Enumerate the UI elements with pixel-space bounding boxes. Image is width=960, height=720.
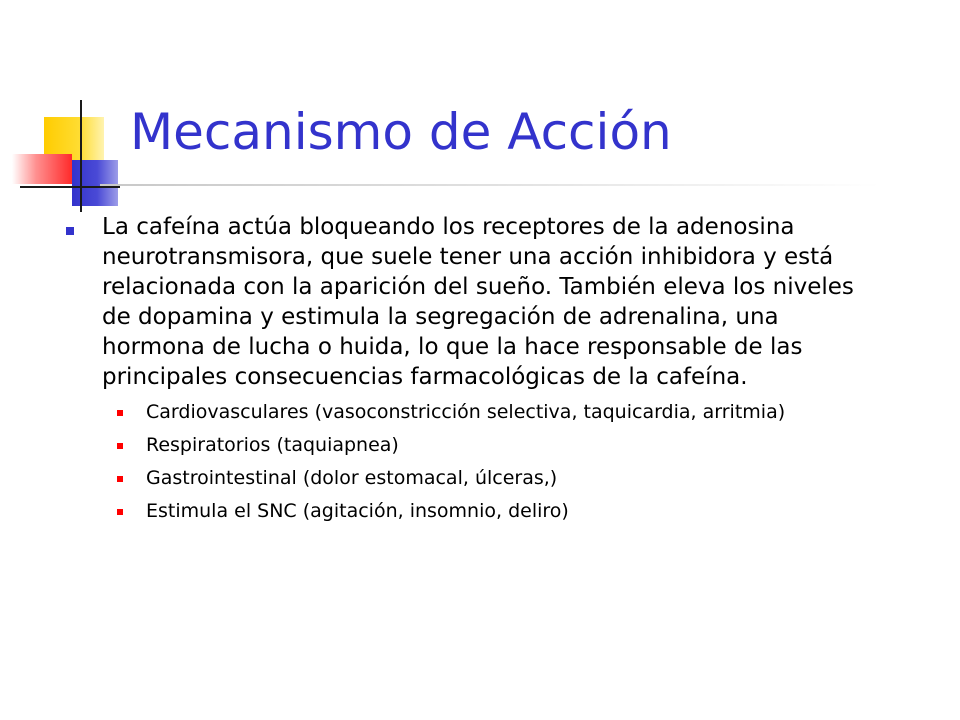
sub-bullet-list [64, 400, 864, 523]
red-square-bullet-icon [117, 476, 123, 482]
decorative-red-bar [12, 154, 72, 184]
main-bullet-text: La cafeína actúa bloqueando los receptores de la adenosina neurotransmisora, que suele tener una acción inhibidora y está relacionada con la aparición del sueño. También eleva los niveles de dopamina y estimula la segregación de adrenalina, una hormona de lucha o huida, lo que la hace responsable de las principales consecuencias farmacológicas de la cafeína. [102, 214, 854, 390]
title-underline-rule [100, 184, 880, 186]
slide-content [64, 212, 864, 532]
sub-bullet-item [64, 466, 864, 490]
slide-title: Mecanismo de Acción [130, 103, 672, 161]
sub-bullet-text: Respiratorios (taquiapnea) [146, 434, 399, 456]
decorative-vertical-line [80, 100, 82, 212]
sub-bullet-item [64, 433, 864, 457]
main-bullet-item [64, 212, 864, 392]
red-square-bullet-icon [117, 443, 123, 449]
decorative-blue-square [72, 160, 118, 206]
red-square-bullet-icon [117, 410, 123, 416]
sub-bullet-item [64, 400, 864, 424]
square-bullet-icon [66, 227, 74, 235]
red-square-bullet-icon [117, 509, 123, 515]
decorative-horizontal-line [20, 186, 120, 188]
sub-bullet-text: Cardiovasculares (vasoconstricción selectiva, taquicardia, arritmia) [146, 401, 786, 423]
sub-bullet-item [64, 499, 864, 523]
sub-bullet-text: Estimula el SNC (agitación, insomnio, deliro) [146, 500, 569, 522]
sub-bullet-text: Gastrointestinal (dolor estomacal, úlceras,) [146, 467, 558, 489]
